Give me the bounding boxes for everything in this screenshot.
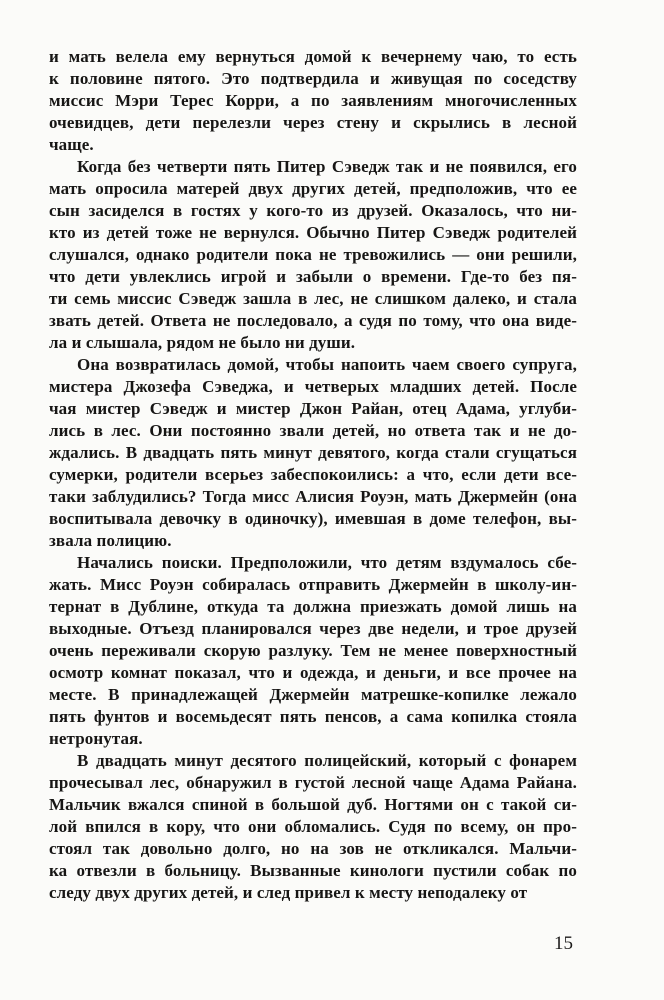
text-line: миссис Мэри Терес Корри, а по заявлениям многочисленных — [49, 91, 577, 110]
text-line: звала полицию. — [49, 531, 172, 550]
text-line: что дети увлеклись игрой и забыли о времени. Где-то без пя- — [49, 267, 577, 286]
text-line: очень переживали скорую разлуку. Тем не менее поверхностный — [49, 641, 577, 660]
text-line: слушался, однако родители пока не тревожились — они решили, — [49, 245, 577, 264]
text-line: очевидцев, дети перелезли через стену и скрылись в лесной — [49, 113, 577, 132]
text-line: Начались поиски. Предположили, что детям вздумалось сбе- — [77, 553, 577, 572]
text-line: кто из детей тоже не вернулся. Обычно Питер Сэведж родителей — [49, 223, 577, 242]
text-line: выходные. Отъезд планировался через две недели, и трое друзей — [49, 619, 577, 638]
text-line: тернат в Дублине, откуда та должна приезжать домой лишь на — [49, 597, 577, 616]
text-line: и мать велела ему вернуться домой к вечернему чаю, то есть — [49, 47, 577, 66]
text-line: чаще. — [49, 135, 94, 154]
text-line: Она возвратилась домой, чтобы напоить чаем своего супруга, — [77, 355, 577, 374]
text-line: лой впился в кору, что они обломались. Судя по всему, он про- — [49, 817, 577, 836]
text-line: лись в лес. Они постоянно звали детей, но ответа так и не до- — [49, 421, 577, 440]
text-line: В двадцать минут десятого полицейский, который с фонарем — [77, 751, 577, 770]
text-line: стоял так довольно долго, но на зов не откликался. Мальчи- — [49, 839, 577, 858]
text-line: осмотр комнат показал, что и одежда, и деньги, и все прочее на — [49, 663, 577, 682]
body-text — [49, 46, 577, 904]
text-line: жать. Мисс Роуэн собиралась отправить Джермейн в школу-ин- — [49, 575, 577, 594]
text-line: пять фунтов и восемьдесят пять пенсов, а сама копилка стояла — [49, 707, 577, 726]
text-line: ждались. В двадцать пять минут девятого, когда стали сгущаться — [49, 443, 577, 462]
text-line: Мальчик вжался спиной в большой дуб. Ногтями он с такой си- — [49, 795, 577, 814]
page-number: 15 — [554, 933, 573, 954]
text-line: ка отвезли в больницу. Вызванные кинологи пустили собак по — [49, 861, 577, 880]
text-line: мистера Джозефа Сэведжа, и четверых младших детей. После — [49, 377, 577, 396]
text-line: чая мистер Сэведж и мистер Джон Райан, отец Адама, углуби- — [49, 399, 577, 418]
text-line: ла и слышала, рядом не было ни души. — [49, 333, 356, 352]
text-line: месте. В принадлежащей Джермейн матрешке-копилке лежало — [49, 685, 577, 704]
text-line: мать опросила матерей двух других детей, предположив, что ее — [49, 179, 577, 198]
text-line: к половине пятого. Это подтвердила и живущая по соседству — [49, 69, 577, 88]
text-line: следу двух других детей, и след привел к месту неподалеку от — [49, 883, 528, 902]
text-line: воспитывала девочку в одиночку), имевшая в доме телефон, вы- — [49, 509, 577, 528]
text-line: ти семь миссис Сэведж зашла в лес, не слишком далеко, и стала — [49, 289, 577, 308]
text-line: звать детей. Ответа не последовало, а судя по тому, что она виде- — [49, 311, 577, 330]
text-line: Когда без четверти пять Питер Сэведж так и не появился, его — [77, 157, 577, 176]
text-line: прочесывал лес, обнаружил в густой лесной чаще Адама Райана. — [49, 773, 577, 792]
text-line: таки заблудились? Тогда мисс Алисия Роуэн, мать Джермейн (она — [49, 487, 577, 506]
text-line: сумерки, родители всерьез забеспокоились: а что, если дети все- — [49, 465, 577, 484]
text-line: сын засиделся в гостях у кого-то из друзей. Оказалось, что ни- — [49, 201, 577, 220]
text-line: нетронутая. — [49, 729, 143, 748]
